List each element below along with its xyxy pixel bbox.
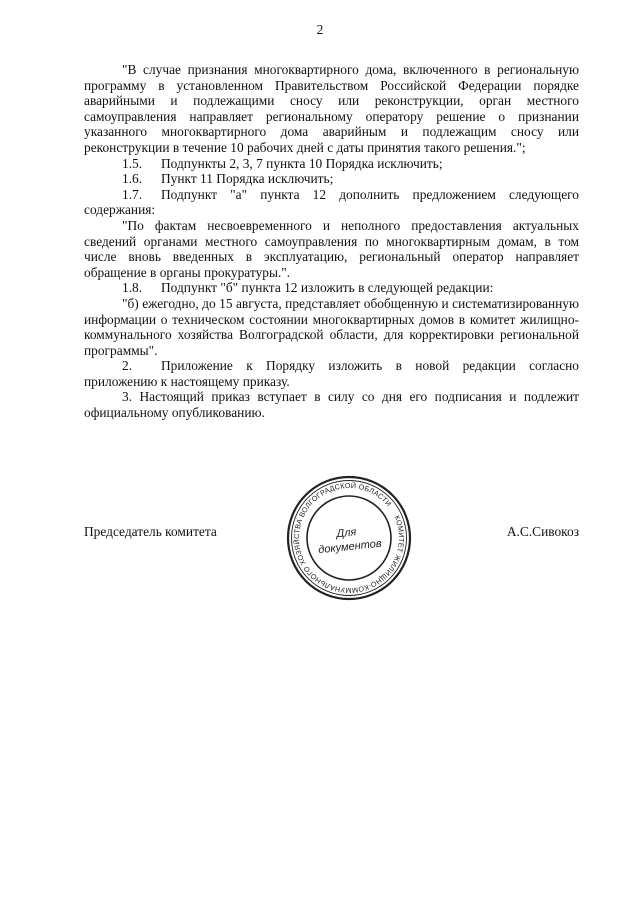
document-body <box>84 62 579 421</box>
paragraph-1-7: 1.7. Подпункт "а" пункта 12 дополнить предложением следующего содержания: <box>84 186 579 218</box>
paragraph-1-6: 1.6. Пункт 11 Порядка исключить; <box>122 171 334 187</box>
signatory-position: Председатель комитета <box>84 524 217 539</box>
seal-ring-text: КОМИТЕТ ЖИЛИЩНО-КОММУНАЛЬНОГО ХОЗЯЙСТВА ВОЛГОГРАДСКОЙ ОБЛАСТИ <box>291 480 407 596</box>
seal-center-line2: документов <box>317 537 383 557</box>
paragraph-quote-prosecution: "По фактам несвоевременного и неполного предоставления актуальных сведений органами местного самоуправления по многоквартирным домам, в том числе вновь введенных в эксплуатацию, региональный оператор направляет обращение в органы прокуратуры.". <box>84 217 579 280</box>
item-number: 1.5. <box>122 155 143 171</box>
paragraph-quote-subitem-b: "б) ежегодно, до 15 августа, представляет обобщенную и систематизированную информации о техническом состоянии многоквартирных домов в комитет жилищно-коммунального хозяйства Волгоградской области, для корректировки региональной программы". <box>84 295 579 358</box>
signatory-name: А.С.Сивокоз <box>506 524 579 539</box>
seal-center-line1: Для <box>336 526 357 541</box>
page-number: 2 <box>316 22 324 37</box>
paragraph-1-8: 1.8. Подпункт "б" пункта 12 изложить в следующей редакции: <box>122 280 494 296</box>
paragraph-quote-emergency-housing: "В случае признания многоквартирного дома, включенного в региональную программу в установленном Правительством Российской Федерации порядке аварийными и подлежащими сносу или реконструкции, орган местного самоуправления направляет региональному оператору решение о признании указанного многоквартирного дома аварийным и подлежащим сносу или реконструкции в течение 10 рабочих дней с даты принятия такого решения."; <box>84 62 579 155</box>
paragraph-3: 3. Настоящий приказ вступает в силу со дня его подписания и подлежит официальному опубликованию. <box>84 389 579 421</box>
paragraph-2: 2. Приложение к Порядку изложить в новой редакции согласно приложению к настоящему приказу. <box>84 358 579 389</box>
official-seal <box>285 474 413 602</box>
item-number: 1.8. <box>122 280 143 296</box>
paragraph-1-5: 1.5. Подпункты 2, 3, 7 пункта 10 Порядка исключить; <box>122 155 443 171</box>
item-number: 1.7. <box>122 186 143 202</box>
item-number: 2. <box>122 358 133 374</box>
item-number: 1.6. <box>122 171 143 187</box>
